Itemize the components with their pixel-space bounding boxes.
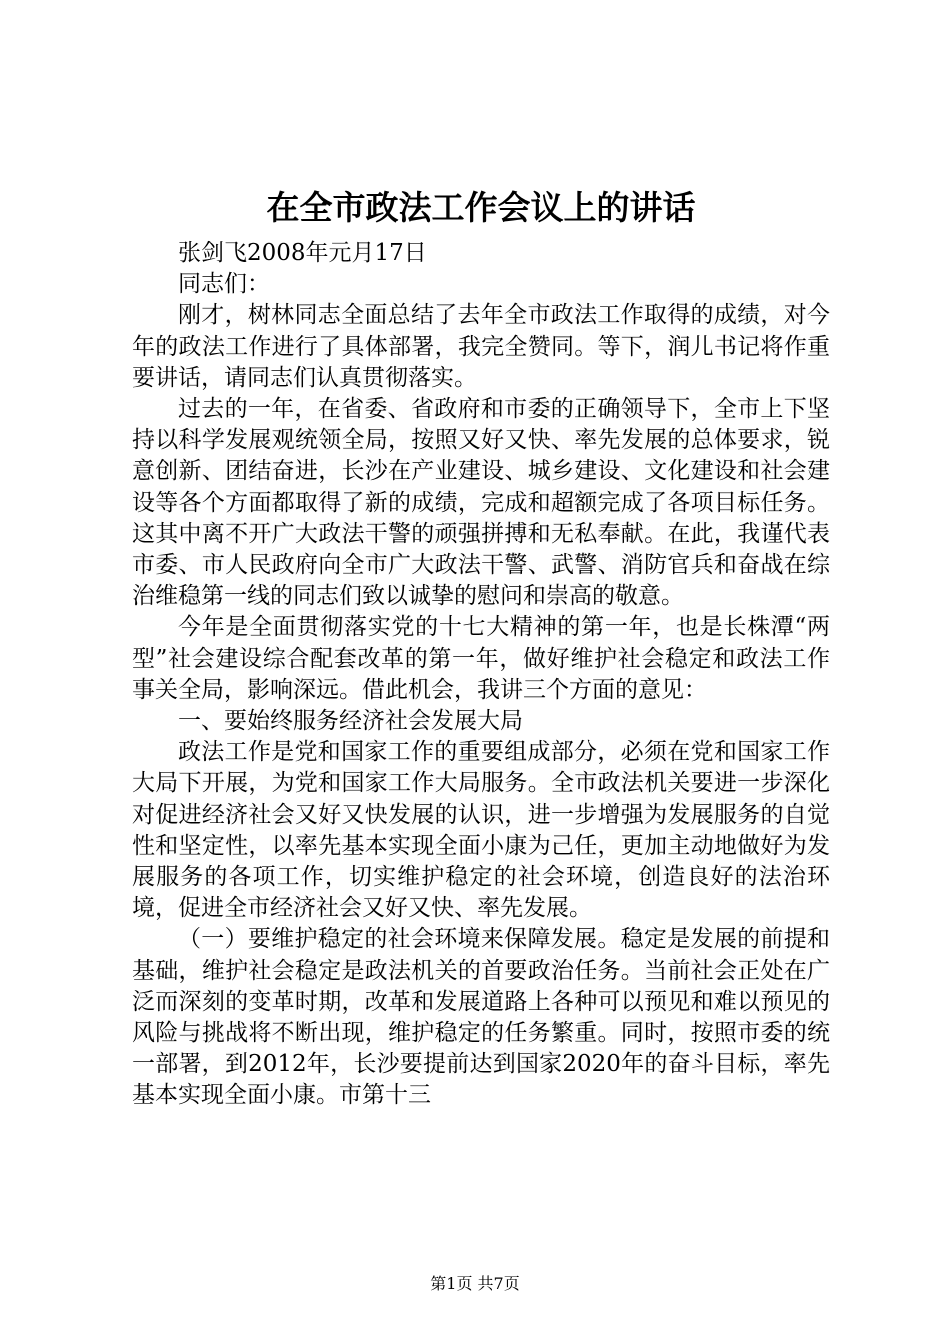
paragraph: 过去的一年，在省委、省政府和市委的正确领导下，全市上下坚持以科学发展观统领全局，按照又好又快、率先发展的总体要求，锐意创新、团结奋进，长沙在产业建设、城乡建设、文化建设和社会建设等各个方面都取得了新的成绩，完成和超额完成了各项目标任务。这其中离不开广大政法干警的顽强拼搏和无私奉献。在此，我谨代表市委、市人民政府向全市广大政法干警、武警、消防官兵和奋战在综治维稳第一线的同志们致以诚挚的慰问和崇高的敬意。 [132, 396, 830, 610]
document-page [132, 0, 830, 1344]
paragraph: 刚才，树林同志全面总结了去年全市政法工作取得的成绩，对今年的政法工作进行了具体部署，我完全赞同。等下，润儿书记将作重要讲话，请同志们认真贯彻落实。 [132, 302, 830, 391]
byline: 张剑飞2008年元月17日 [178, 240, 427, 266]
document-body [132, 238, 830, 1112]
page-footer: 第1页 共7页 [430, 1274, 520, 1293]
paragraph: 政法工作是党和国家工作的重要组成部分，必须在党和国家工作大局下开展，为党和国家工作大局服务。全市政法机关要进一步深化对促进经济社会又好又快发展的认识，进一步增强为发展服务的自觉性和坚定性，以率先基本实现全面小康为己任，更加主动地做好为发展服务的各项工作，切实维护稳定的社会环境，创造良好的法治环境，促进全市经济社会又好又快、率先发展。 [132, 739, 830, 922]
paragraph: 今年是全面贯彻落实党的十七大精神的第一年，也是长株潭“两型”社会建设综合配套改革的第一年，做好维护社会稳定和政法工作事关全局，影响深远。借此机会，我讲三个方面的意见： [132, 614, 830, 703]
paragraph: （一）要维护稳定的社会环境来保障发展。稳定是发展的前提和基础，维护社会稳定是政法机关的首要政治任务。当前社会正处在广泛而深刻的变革时期，改革和发展道路上各种可以预见和难以预见的风险与挑战将不断出现，维护稳定的任务繁重。同时，按照市委的统一部署，到2012年，长沙要提前达到国家2020年的奋斗目标，率先基本实现全面小康。市第十三 [132, 926, 830, 1109]
section-heading: 一、要始终服务经济社会发展大局 [178, 708, 523, 735]
document-title: 在全市政法工作会议上的讲话 [266, 188, 696, 227]
salutation: 同志们： [178, 271, 270, 298]
